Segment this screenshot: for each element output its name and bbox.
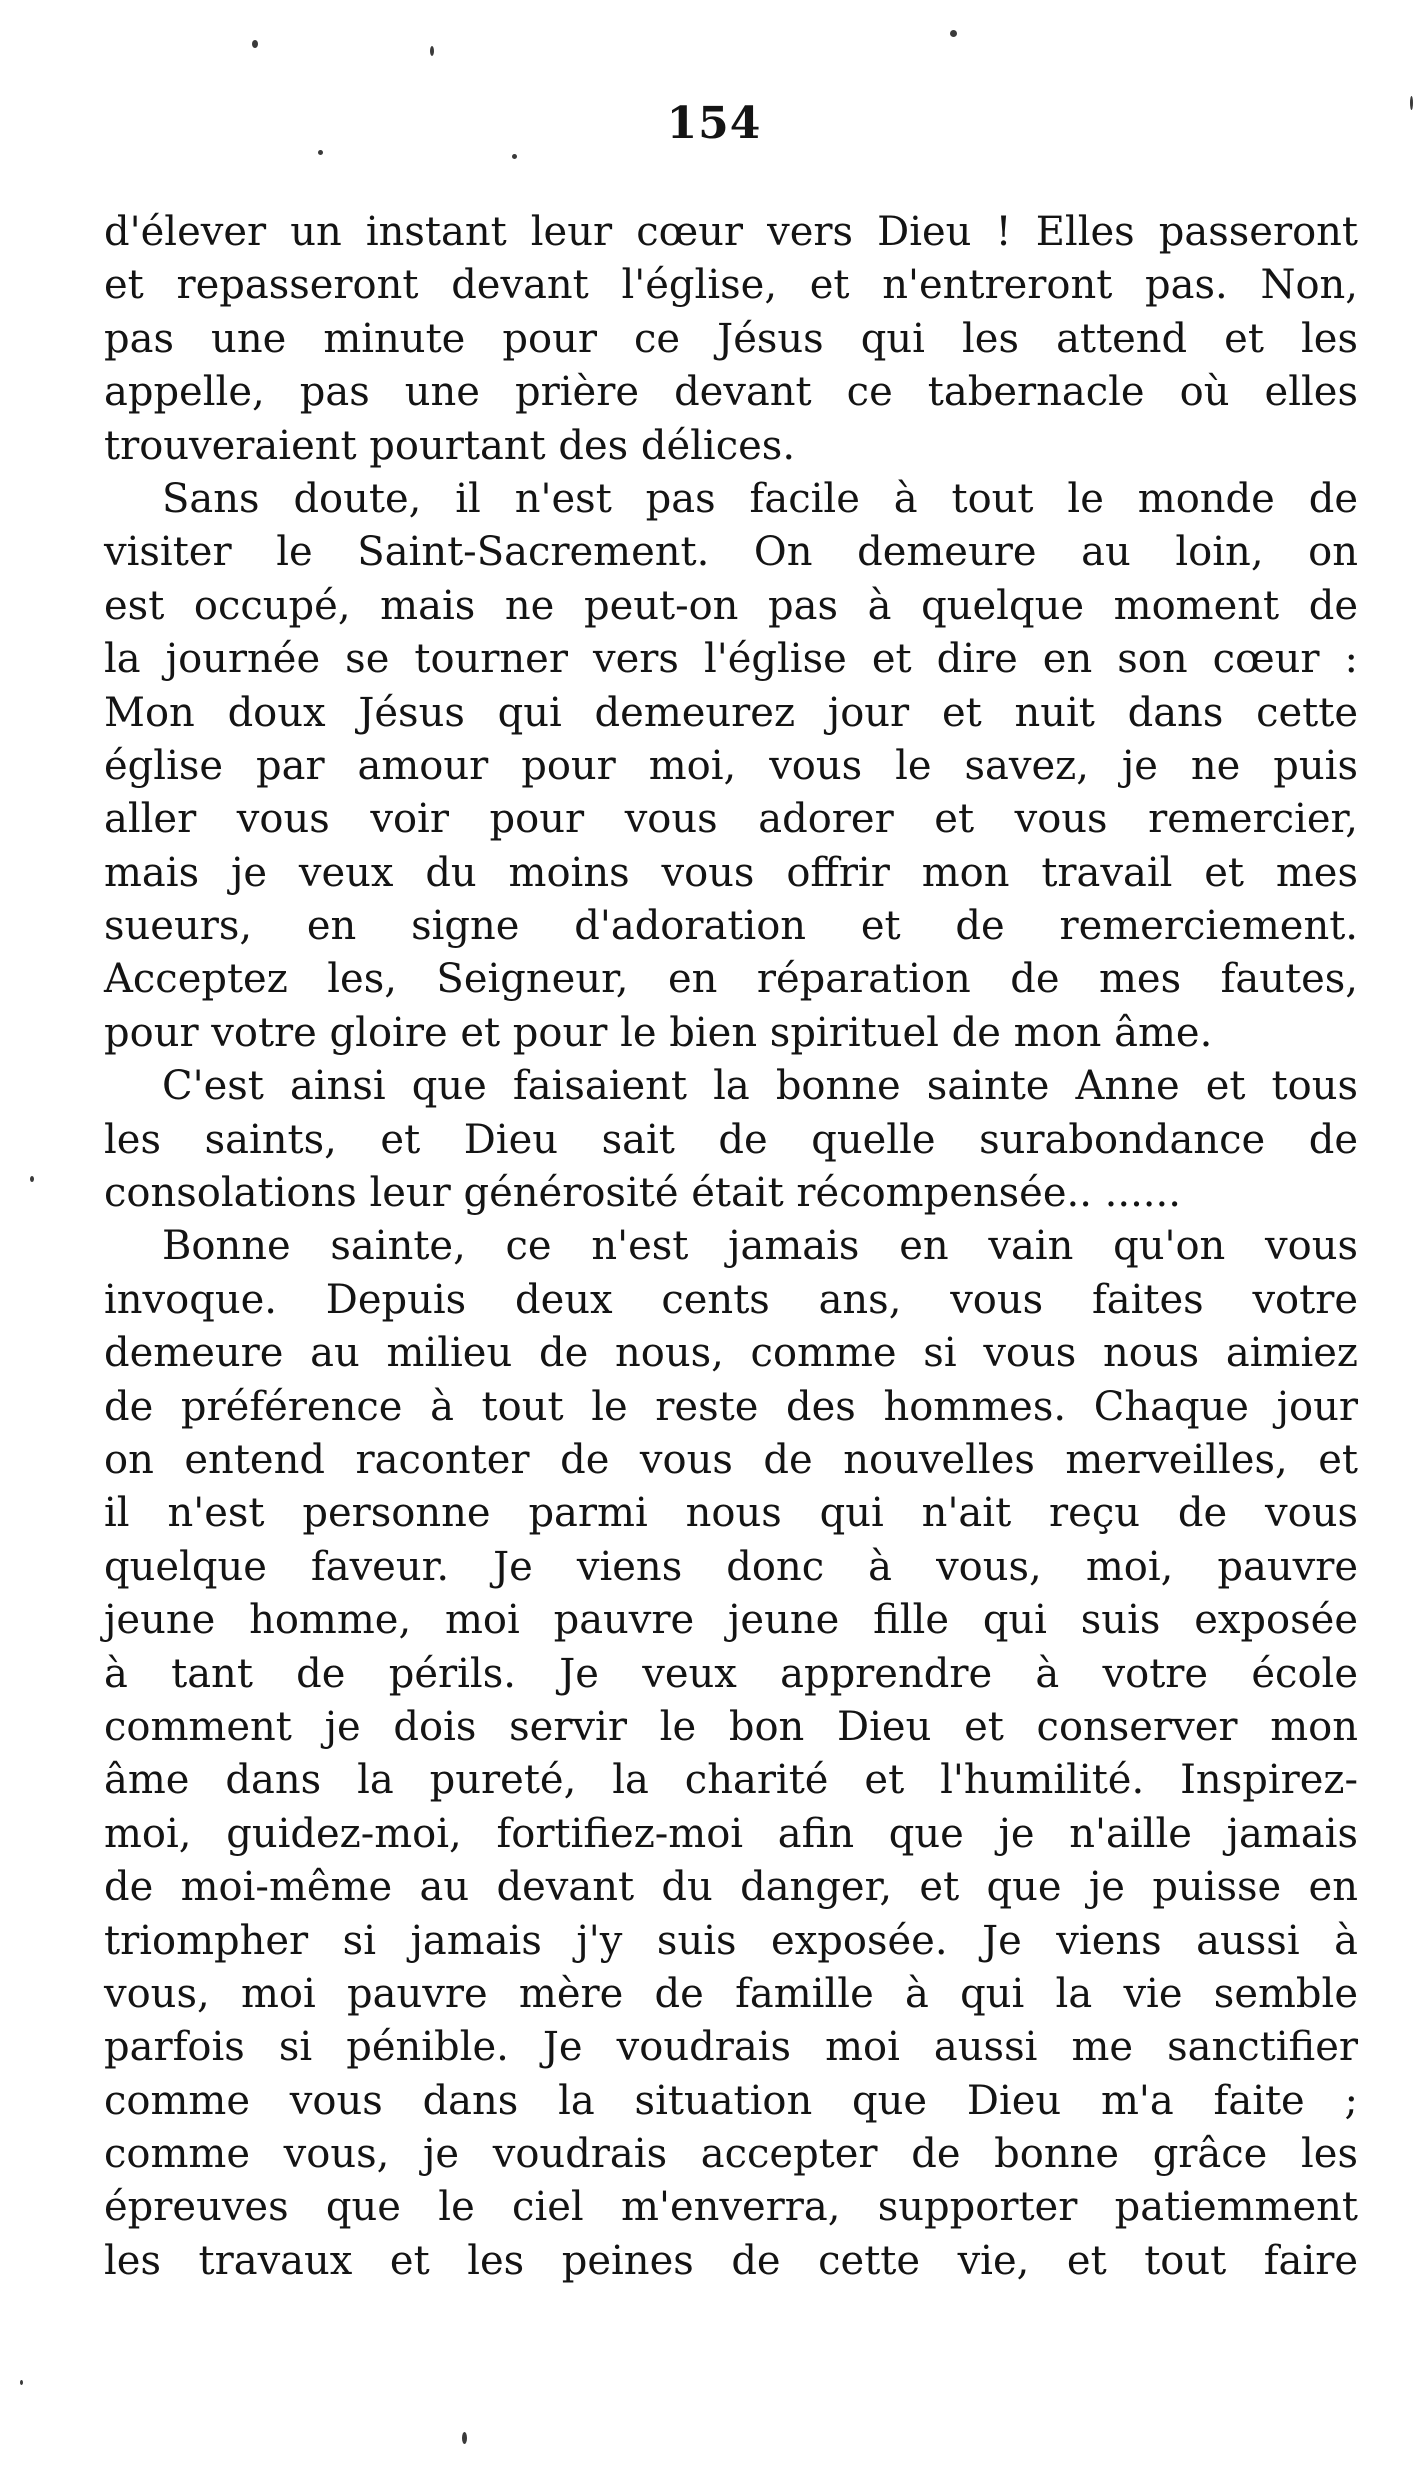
text-line: invoque. Depuis deux cents ans, vous faites votre: [104, 1276, 1358, 1323]
text-line: Bonne sainte, ce n'est jamais en vain qu'on vous: [162, 1223, 1358, 1270]
scan-speck: [512, 154, 517, 159]
scan-speck: [950, 30, 957, 37]
text-line: âme dans la pureté, la charité et l'humilité. Inspirez-: [104, 1757, 1358, 1804]
text-line: parfois si pénible. Je voudrais moi aussi me sanctifier: [104, 2024, 1358, 2071]
text-line: pas une minute pour ce Jésus qui les attend et les: [104, 315, 1358, 362]
text-line: Mon doux Jésus qui demeurez jour et nuit dans cette: [104, 689, 1358, 736]
text-line: sueurs, en signe d'adoration et de remerciement.: [104, 903, 1358, 950]
text-line: il n'est personne parmi nous qui n'ait reçu de vous: [104, 1490, 1358, 1537]
text-line: pour votre gloire et pour le bien spirituel de mon âme.: [104, 1009, 1213, 1056]
text-line: mais je veux du moins vous offrir mon travail et mes: [104, 849, 1358, 896]
text-line: les saints, et Dieu sait de quelle surabondance de: [104, 1116, 1358, 1163]
text-line: comme vous dans la situation que Dieu m'a faite ;: [104, 2077, 1358, 2124]
text-line: C'est ainsi que faisaient la bonne sainte Anne et tous: [162, 1063, 1358, 1110]
text-line: de moi-même au devant du danger, et que je puisse en: [104, 1864, 1358, 1911]
scan-speck: [20, 2380, 23, 2385]
text-line: est occupé, mais ne peut-on pas à quelque moment de: [104, 582, 1358, 629]
text-line: les travaux et les peines de cette vie, et tout faire: [104, 2237, 1358, 2284]
text-line: de préférence à tout le reste des hommes. Chaque jour: [104, 1383, 1358, 1430]
text-line: appelle, pas une prière devant ce tabernacle où elles: [104, 369, 1358, 416]
text-line: trouveraient pourtant des délices.: [104, 422, 796, 469]
text-line: jeune homme, moi pauvre jeune fille qui suis exposée: [104, 1597, 1358, 1644]
text-line: d'élever un instant leur cœur vers Dieu ! Elles passeront: [104, 209, 1358, 255]
text-line: comme vous, je voudrais accepter de bonne grâce les: [104, 2131, 1358, 2178]
scan-speck: [318, 150, 323, 155]
page-number: 154: [666, 98, 762, 149]
body-text: [104, 206, 1358, 2288]
text-line: église par amour pour moi, vous le savez, je ne puis: [104, 742, 1358, 789]
scan-speck: [430, 46, 434, 56]
text-line: on entend raconter de vous de nouvelles merveilles, et: [104, 1436, 1358, 1483]
text-line: épreuves que le ciel m'enverra, supporter patiemment: [104, 2184, 1358, 2231]
text-line: à tant de périls. Je veux apprendre à votre école: [104, 1650, 1358, 1697]
text-line: quelque faveur. Je viens donc à vous, moi, pauvre: [104, 1543, 1358, 1590]
scan-speck: [252, 40, 258, 48]
scan-speck: [30, 1176, 34, 1182]
text-line: vous, moi pauvre mère de famille à qui la vie semble: [104, 1970, 1358, 2017]
scan-speck: [462, 2432, 467, 2444]
text-line: comment je dois servir le bon Dieu et conserver mon: [104, 1703, 1358, 1750]
text-line: Sans doute, il n'est pas facile à tout le monde de: [162, 475, 1358, 522]
text-line: consolations leur générosité était récompensée.. ......: [104, 1170, 1181, 1217]
text-line: et repasseront devant l'église, et n'entreront pas. Non,: [104, 262, 1358, 309]
text-line: triompher si jamais j'y suis exposée. Je viens aussi à: [104, 1917, 1358, 1964]
text-line: la journée se tourner vers l'église et dire en son cœur :: [104, 636, 1358, 683]
text-line: aller vous voir pour vous adorer et vous remercier,: [104, 796, 1358, 843]
text-line: demeure au milieu de nous, comme si vous nous aimiez: [104, 1330, 1358, 1377]
text-line: visiter le Saint-Sacrement. On demeure au loin, on: [104, 529, 1358, 576]
scan-speck: [1410, 96, 1413, 110]
text-line: moi, guidez-moi, fortifiez-moi afin que je n'aille jamais: [104, 1810, 1358, 1857]
text-line: Acceptez les, Seigneur, en réparation de mes fautes,: [104, 956, 1358, 1003]
